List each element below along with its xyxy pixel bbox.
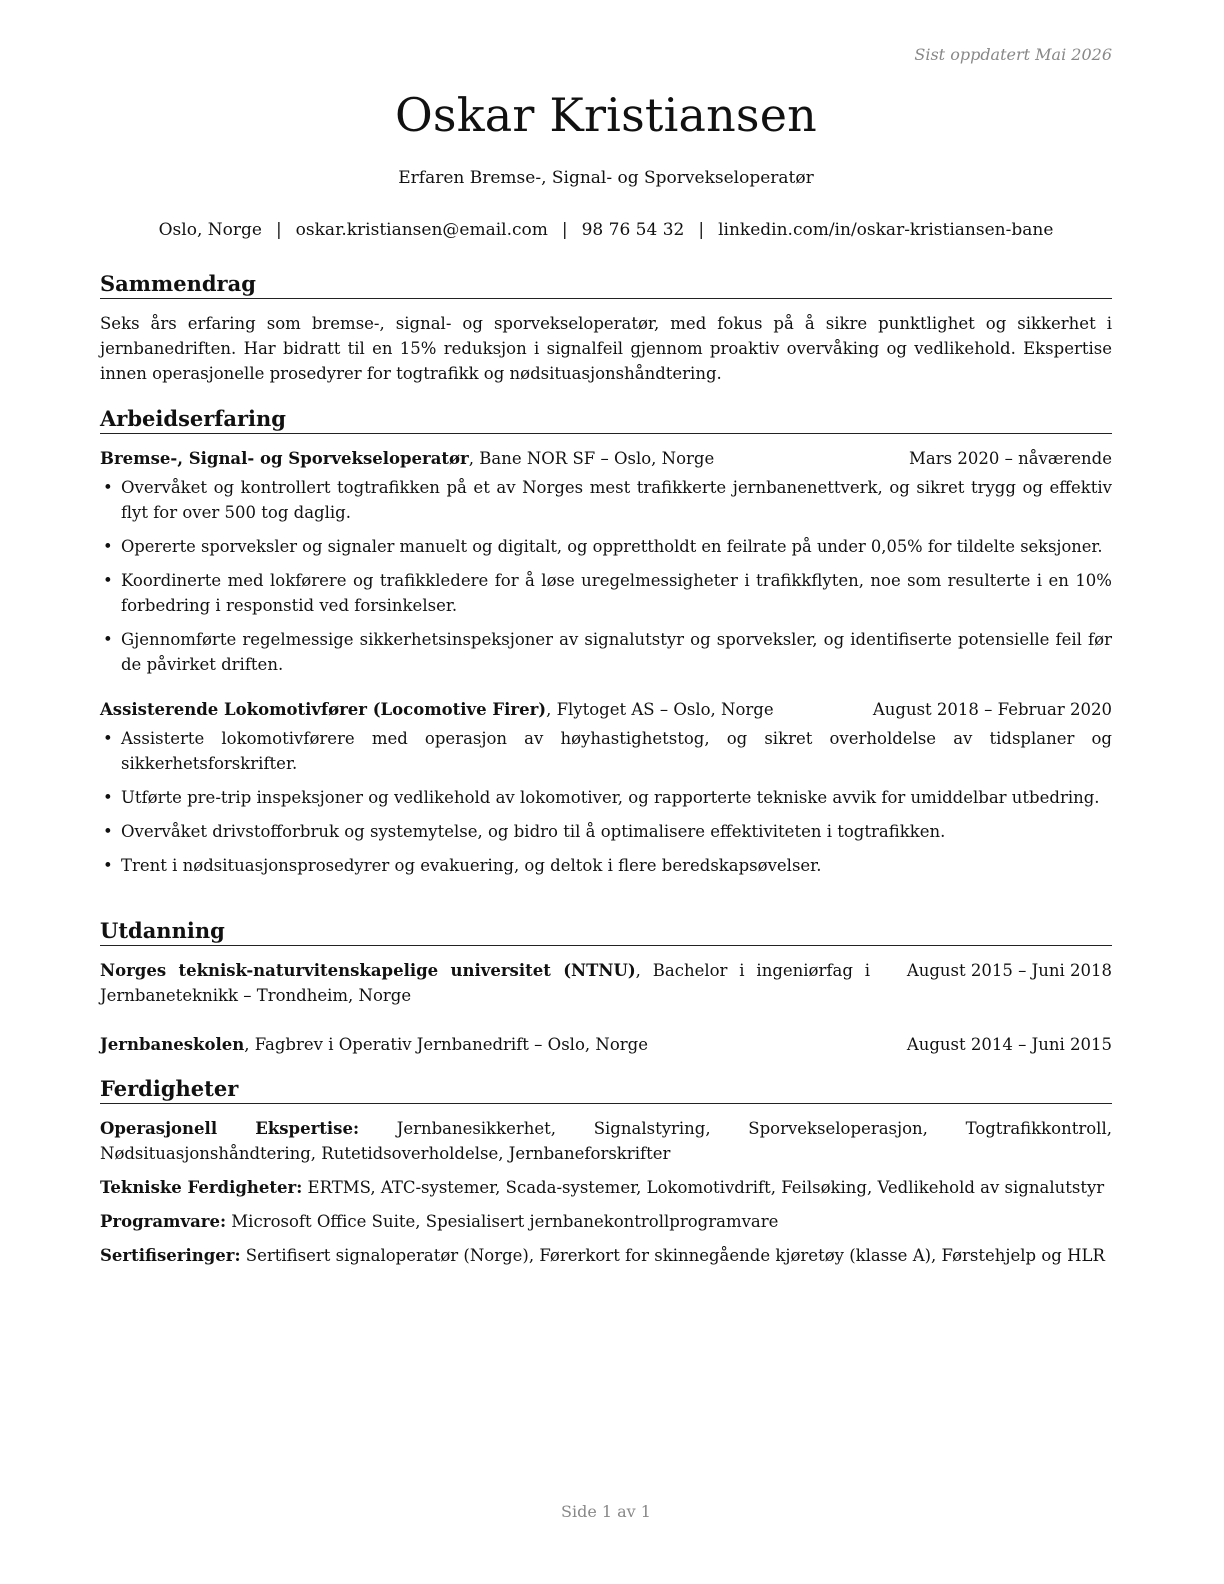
job-title-line xyxy=(100,446,714,471)
job-role: Assisterende Lokomotivfører (Locomotive Firer) xyxy=(100,700,547,719)
skill-label: Tekniske Ferdigheter: xyxy=(100,1178,303,1197)
section-title: Utdanning xyxy=(100,917,1112,946)
job-employer: , Flytoget AS – Oslo, Norge xyxy=(546,700,774,719)
list-item: • Overvåket drivstofforbruk og systemytelse, og bidro til å optimalisere effektiviteten i togtrafikken. xyxy=(103,822,946,841)
list-item: • Gjennomførte regelmessige sikkerhetsinspeksjoner av signalutstyr og sporveksler, og identifiserte potensielle feil før de påvirket driften. xyxy=(103,630,1112,674)
bullet-text: Overvåket drivstofforbruk og systemytelse, og bidro til å optimalisere effektiviteten i togtrafikken. xyxy=(121,822,946,841)
contact-line xyxy=(100,220,1112,240)
job-title-line xyxy=(100,697,774,722)
education-entry xyxy=(100,958,1112,1008)
skill-row xyxy=(100,1243,1112,1268)
last-updated: Sist oppdatert Mai 2026 xyxy=(914,45,1112,64)
bullet-text: Trent i nødsituasjonsprosedyrer og evakuering, og deltok i flere beredskapsøvelser. xyxy=(121,856,822,875)
skill-row xyxy=(100,1175,1112,1200)
section-title: Sammendrag xyxy=(100,270,1112,299)
skill-label: Operasjonell Ekspertise: xyxy=(100,1119,360,1138)
education-dates: August 2015 – Juni 2018 xyxy=(906,961,1112,980)
page-number: Side 1 av 1 xyxy=(561,1502,651,1521)
bullet-text: Opererte sporveksler og signaler manuelt og digitalt, og opprettholdt en feilrate på under 0,05% for tildelte seksjoner. xyxy=(121,537,1103,556)
job-bullets xyxy=(100,475,1112,677)
job-role: Bremse-, Signal- og Sporvekseloperatør xyxy=(100,449,469,468)
contact-location: Oslo, Norge xyxy=(158,220,262,240)
education-school: Jernbaneskolen xyxy=(100,1035,245,1054)
education-line xyxy=(100,958,870,1008)
skill-label: Programvare: xyxy=(100,1212,227,1231)
contact-separator: | xyxy=(561,220,568,240)
education-detail: , Fagbrev i Operativ Jernbanedrift – Oslo, Norge xyxy=(244,1035,648,1054)
job-entry xyxy=(100,446,1112,677)
bullet-text: Utførte pre-trip inspeksjoner og vedlikehold av lokomotiver, og rapporterte tekniske avvik for umiddelbar utbedring. xyxy=(121,788,1100,807)
education-line xyxy=(100,1032,870,1057)
skills-section xyxy=(100,1075,1112,1277)
bullet-text: Koordinerte med lokførere og trafikkledere for å løse uregelmessigheter i trafikkflyten, noe som resulterte i en 10% forbedring i responstid ved forsinkelser. xyxy=(121,571,1112,615)
job-header xyxy=(100,697,1112,722)
education-dates: August 2014 – Juni 2015 xyxy=(906,1035,1112,1054)
skill-label: Sertifiseringer: xyxy=(100,1246,241,1265)
job-entry xyxy=(100,697,1112,878)
skill-value: Sertifisert signaloperatør (Norge), Førerkort for skinnegående kjøretøy (klasse A), Førstehjelp og HLR xyxy=(240,1246,1105,1265)
skill-value: Microsoft Office Suite, Spesialisert jernbanekontrollprogramvare xyxy=(226,1212,779,1231)
job-dates: August 2018 – Februar 2020 xyxy=(872,700,1112,719)
bullet-text: Overvåket og kontrollert togtrafikken på et av Norges mest trafikkerte jernbanenettverk, og sikret trygg og effektiv flyt for over 500 tog daglig. xyxy=(121,478,1112,522)
summary-text: Seks års erfaring som bremse-, signal- og sporvekseloperatør, med fokus på å sikre punktlighet og sikkerhet i jernbanedriften. Har bidratt til en 15% reduksjon i signalfeil gjennom proaktiv overvåking og vedlikehold. Ekspertise innen operasjonelle prosedyrer for togtrafikk og nødsituasjonshåndtering. xyxy=(100,314,1112,383)
section-title: Arbeidserfaring xyxy=(100,405,1112,434)
education-detail: , Bachelor i ingeniørfag i Jernbaneteknikk – Trondheim, Norge xyxy=(100,961,871,1005)
job-bullets xyxy=(100,726,1112,878)
list-item: • Opererte sporveksler og signaler manuelt og digitalt, og opprettholdt en feilrate på under 0,05% for tildelte seksjoner. xyxy=(103,537,1103,556)
contact-email[interactable]: oskar.kristiansen@email.com xyxy=(295,220,548,240)
education-entry xyxy=(100,1032,1112,1057)
candidate-name: Oskar Kristiansen xyxy=(394,88,817,142)
bullet-text: Assisterte lokomotivførere med operasjon av høyhastighetstog, og sikret overholdelse av tidsplaner og sikkerhetsforskrifter. xyxy=(121,729,1112,773)
job-employer: , Bane NOR SF – Oslo, Norge xyxy=(468,449,715,468)
resume-page xyxy=(100,0,1112,1584)
list-item: • Overvåket og kontrollert togtrafikken på et av Norges mest trafikkerte jernbanenettverk, og sikret trygg og effektiv flyt for over 500 tog daglig. xyxy=(103,478,1112,522)
list-item: • Assisterte lokomotivførere med operasjon av høyhastighetstog, og sikret overholdelse av tidsplaner og sikkerhetsforskrifter. xyxy=(103,729,1112,773)
bullet-text: Gjennomførte regelmessige sikkerhetsinspeksjoner av signalutstyr og sporveksler, og identifiserte potensielle feil før de påvirket driften. xyxy=(121,630,1112,674)
skill-value: Jernbanesikkerhet, Signalstyring, Sporvekseloperasjon, Togtrafikkontroll, Nødsituasjonshåndtering, Rutetidsoverholdelse, Jernbaneforskrifter xyxy=(100,1119,1112,1163)
job-header xyxy=(100,446,1112,471)
list-item: • Koordinerte med lokførere og trafikkledere for å løse uregelmessigheter i trafikkflyten, noe som resulterte i en 10% forbedring i responstid ved forsinkelser. xyxy=(103,571,1112,615)
list-item: • Trent i nødsituasjonsprosedyrer og evakuering, og deltok i flere beredskapsøvelser. xyxy=(103,856,822,875)
section-title: Ferdigheter xyxy=(100,1075,1112,1104)
professional-title: Erfaren Bremse-, Signal- og Sporvekseloperatør xyxy=(398,168,814,188)
contact-separator: | xyxy=(275,220,282,240)
education-section xyxy=(100,917,1112,1057)
skill-row xyxy=(100,1116,1112,1166)
list-item: • Utførte pre-trip inspeksjoner og vedlikehold av lokomotiver, og rapporterte tekniske avvik for umiddelbar utbedring. xyxy=(103,788,1100,807)
experience-section xyxy=(100,405,1112,887)
education-school: Norges teknisk-naturvitenskapelige universitet (NTNU) xyxy=(100,961,636,980)
contact-linkedin[interactable]: linkedin.com/in/oskar-kristiansen-bane xyxy=(718,220,1054,240)
contact-phone: 98 76 54 32 xyxy=(581,220,685,240)
summary-section xyxy=(100,270,1112,386)
job-dates: Mars 2020 – nåværende xyxy=(909,449,1112,468)
contact-separator: | xyxy=(698,220,705,240)
skill-value: ERTMS, ATC-systemer, Scada-systemer, Lokomotivdrift, Feilsøking, Vedlikehold av signalutstyr xyxy=(302,1178,1105,1197)
skill-row xyxy=(100,1209,1112,1234)
